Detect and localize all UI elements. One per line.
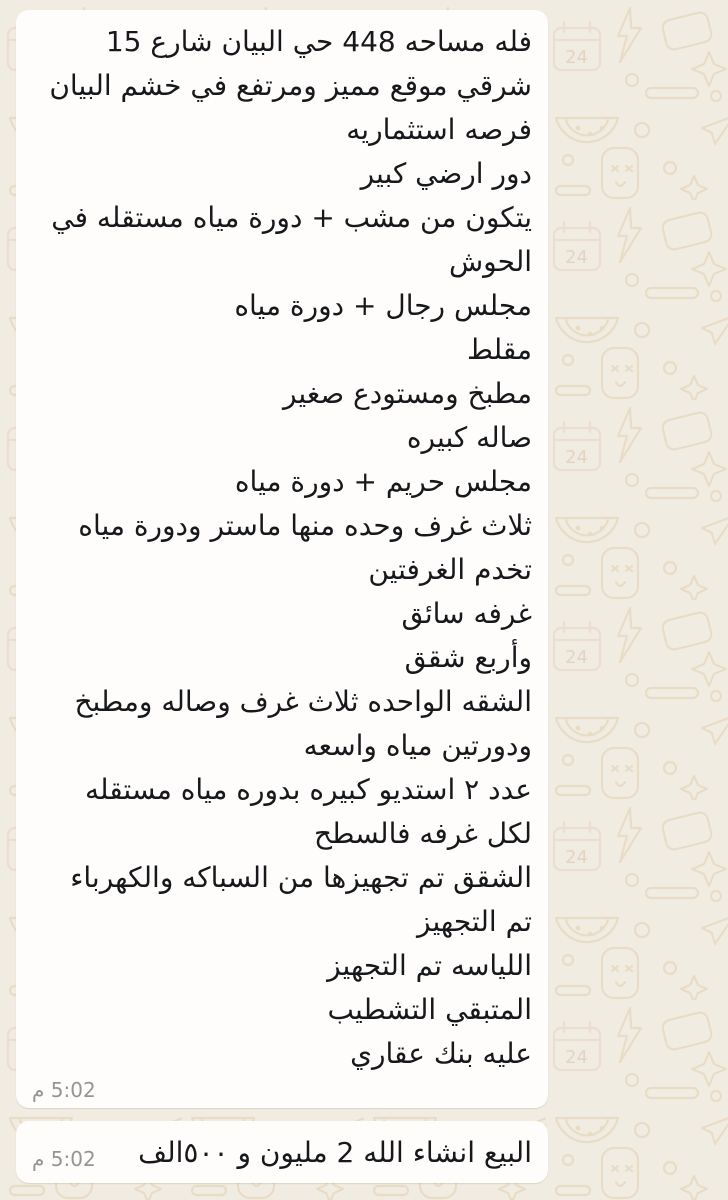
message-timestamp: 5:02 م bbox=[32, 1147, 96, 1171]
message-line: صاله كبيره bbox=[406, 421, 532, 454]
message-line: عدد ٢ استديو كبيره بدوره مياه مستقله bbox=[84, 773, 532, 806]
message-line: وأربع شقق bbox=[404, 641, 532, 674]
message-line: اللياسه تم التجهيز bbox=[327, 949, 532, 982]
message-line: مقلط bbox=[466, 333, 532, 366]
message-line: غرفه سائق bbox=[401, 597, 532, 630]
message-line: فرصه استثماريه bbox=[346, 113, 532, 146]
message-line: الحوش bbox=[448, 245, 532, 278]
message-line: دور ارضي كبير bbox=[360, 157, 532, 190]
message-line: تم التجهيز bbox=[417, 905, 532, 938]
message-timestamp: 5:02 م bbox=[32, 1078, 96, 1102]
message-line: شرقي موقع مميز ومرتفع في خشم البيان bbox=[49, 69, 532, 102]
message-bubble-price[interactable] bbox=[16, 1121, 548, 1183]
message-line: الشقه الواحده ثلاث غرف وصاله ومطبخ bbox=[74, 685, 532, 718]
message-lines bbox=[32, 20, 532, 1076]
timestamp-row bbox=[32, 1078, 532, 1102]
message-bubble-property-details[interactable] bbox=[16, 10, 548, 1108]
message-line: عليه بنك عقاري bbox=[350, 1037, 532, 1070]
message-line: فله مساحه 448 حي البيان شارع 15 bbox=[105, 25, 532, 58]
message-line: المتبقي التشطيب bbox=[327, 993, 532, 1026]
message-line: ودورتين مياه واسعه bbox=[303, 729, 532, 762]
message-line: لكل غرفه فالسطح bbox=[314, 817, 532, 850]
message-line: الشقق تم تجهيزها من السباكه والكهرباء bbox=[70, 861, 532, 894]
message-line: مطبخ ومستودع صغير bbox=[282, 377, 532, 410]
message-text: البيع انشاء الله 2 مليون و ٥٠٠الف bbox=[138, 1136, 532, 1169]
message-line: ثلاث غرف وحده منها ماستر ودورة مياه bbox=[78, 509, 532, 542]
message-line: تخدم الغرفتين bbox=[368, 553, 532, 586]
message-line: يتكون من مشب + دورة مياه مستقله في bbox=[51, 201, 532, 234]
message-line: مجلس حريم + دورة مياه bbox=[234, 465, 532, 498]
message-line: مجلس رجال + دورة مياه bbox=[234, 289, 532, 322]
